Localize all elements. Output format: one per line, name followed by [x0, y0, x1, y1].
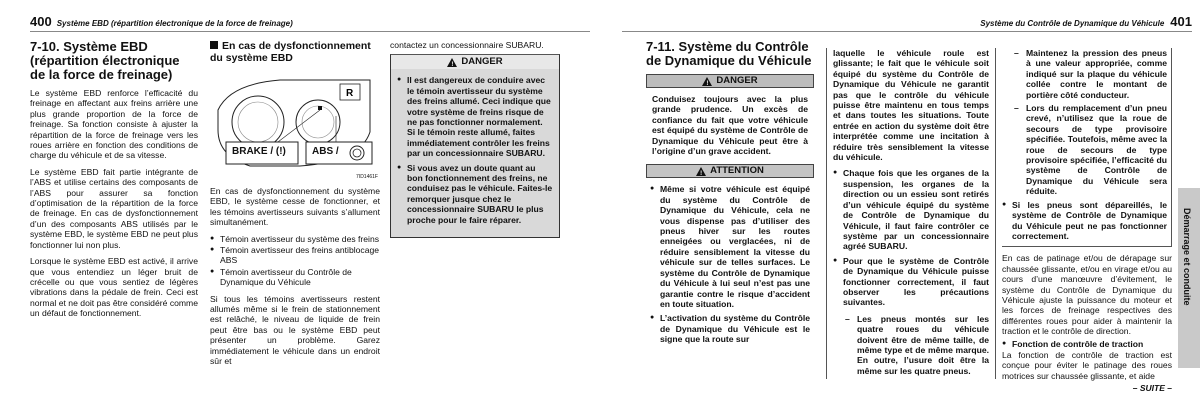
danger-box-ebd [390, 54, 560, 238]
col3-list [1002, 200, 1167, 242]
right-page-number: 401 [1170, 14, 1192, 29]
figure-code: 7ID1461F [356, 173, 378, 180]
list-item: ● Même si votre véhicule est équipé du système du Contrôle de Dynamique du Véhicule, cela ne vous dispense pas d’utiliser des pneus hiver sur les routes enneigées ou verglacées, ni de réduire sensiblement la vitesse du véhicule sur de telles surfaces. Le système du Contrôle de Dynamique du Véhicule à lui seul n’est pas une garantie contre le risque d’accident en toute situation. [650, 184, 810, 309]
ebd-paragraph-3: Lorsque le système EBD est activé, il arrive que vous entendiez un léger bruit de crécelle ou que vous sentiez de légères vibrations dans la pédale de frein. Ceci est normal et ne doit pas être considéré comme un défaut de fonctionnement. [30, 256, 198, 319]
suite-label: – SUITE – [1132, 383, 1172, 394]
left-running-title: Système EBD (répartition électronique de la force de freinage) [56, 19, 293, 28]
list-item: ● Témoin avertisseur du système des freins [210, 234, 380, 244]
attention-header: ! ATTENTION [646, 164, 814, 178]
attention-list [646, 184, 814, 344]
right-header [980, 14, 1192, 29]
left-col-2 [210, 40, 380, 373]
col2-list [833, 168, 989, 307]
section-title-vdc: 7-11. Système du Contrôle de Dynamique du Véhicule [646, 39, 812, 68]
malfunction-heading: En cas de dysfonctionnement du système EBD [210, 40, 371, 64]
warning-triangle-icon: ! [696, 167, 706, 176]
left-header [30, 14, 293, 29]
col2-continuation: laquelle le véhicule roule est glissante; le fait que le véhicule soit équipé du système du Contrôle de Dynamique du Véhicule ne garantit pas que le contrôle du véhicule puisse être maintenu en tous temps et dans toutes les situations. Toute entrée en action du système doit être interprétée comme une incitation à réduire très sensiblement la vitesse du véhicule. [833, 48, 989, 163]
vdc-paragraph: En cas de patinage et/ou de dérapage sur chaussée glissante, et/ou en virage et/ou au cours d’une manœuvre d’évitement, le système du Contrôle de Dynamique du Véhicule ajuste la puissance du moteur et les forces de freinage respectives des différentes roues pour aider à maintenir la traction et le contrôle de direction. [1002, 253, 1172, 337]
section-title-ebd: 7-10. Système EBD (répartition électronique de la force de freinage) [30, 39, 180, 82]
left-col-1 [30, 40, 198, 325]
traction-heading: ● Fonction de contrôle de traction [1002, 339, 1172, 349]
list-item: ● Si vous avez un doute quant au bon fonctionnement des freins, ne conduisez pas le véhicule. Faites-le remorquer jusque chez le concessionnaire SUBARU le plus proche pour le faire réparer. [397, 163, 553, 225]
traction-text: La fonction de contrôle de traction est conçue pour éviter le patinage des roues motrices sur chaussée glissante, et aide [1002, 349, 1172, 381]
malfunction-text-2: Si tous les témoins avertisseurs restent allumés même si le frein de stationnement est relâché, le niveau de liquide de frein peut être bas ou le système EBD peut présenter un problème. Garez immédiatement le véhicule dans un endroit sûr et [210, 293, 380, 367]
list-item: ● Il est dangereux de conduire avec le témoin avertisseur du système des freins allumé. Ceci indique que votre système de freins risque de ne pas fonctionner normalement. Si le témoin reste allumé, faites immédiatement contrôler les freins par un concessionnaire SUBARU. [397, 75, 553, 158]
left-page-number: 400 [30, 14, 52, 29]
instrument-cluster-graphic [210, 70, 380, 180]
right-col-3 [1002, 48, 1172, 394]
list-item: – Lors du remplacement d’un pneu crevé, n’utilisez que la roue de secours de type provisoire spécifiée. Toutefois, même avec la roue de secours de type provisoire spécifiée, l’efficacité du système de Contrôle de Dynamique du Véhicule sera réduite. [1014, 103, 1167, 197]
right-col-1 [646, 40, 814, 351]
left-header-rule [30, 31, 590, 32]
ebd-paragraph-1: Le système EBD renforce l’efficacité du freinage en affectant aux freins arrière une plus grande proportion de la force de freinage. Sa fonction consiste à ajuster la répartition de la force de freinage vers les roues arrière en fonction des conditions de charge du véhicule et de sa vitesse. [30, 88, 198, 161]
list-item: – Les pneus montés sur les quatre roues du véhicule doivent être de même taille, de même type et de même marque. En outre, l’usure doit être la même sur les quatre pneus. [845, 314, 989, 376]
left-col-3 [390, 40, 560, 238]
list-item: ● Pour que le système de Contrôle de Dynamique du Véhicule puisse fonctionner correctement, il faut observer les précautions suivantes. [833, 256, 989, 308]
list-item: ● L’activation du système du Contrôle de Dynamique du Véhicule est le signe que la route sur [650, 313, 810, 344]
brake-warning-label: BRAKE / (!) [232, 146, 286, 157]
chapter-side-tab [1178, 188, 1200, 368]
dashboard-illustration [210, 70, 380, 180]
right-page [600, 0, 1200, 402]
malfunction-text: En cas de dysfonctionnement du système EBD, le système cesse de fonctionner, et les témoins avertisseurs suivants s’allument simultanément. [210, 186, 380, 228]
col3-dash-list [1014, 48, 1167, 197]
danger-header-vdc: ! DANGER [646, 74, 814, 88]
right-header-rule [622, 31, 1192, 32]
danger-list [397, 75, 553, 225]
list-item: ● Si les pneus sont dépareillés, le système de Contrôle de Dynamique du Véhicule peut ne pas fonctionner correctement. [1002, 200, 1167, 242]
col3-warning-continuation [1002, 48, 1172, 247]
warning-triangle-icon: ! [447, 58, 457, 67]
list-item: ● Témoin avertisseur des freins antiblocage ABS [210, 245, 380, 266]
svg-text:R: R [346, 88, 354, 99]
danger-text-vdc: Conduisez toujours avec la plus grande prudence. Un excès de confiance du fait que votre véhicule est équipé du système de Contrôle de Dynamique du Véhicule peut être à l’origine d’un grave accident. [652, 94, 808, 157]
right-running-title: Système du Contrôle de Dynamique du Véhicule [980, 19, 1165, 28]
traction-heading-list [1002, 339, 1172, 349]
warning-triangle-icon: ! [702, 77, 712, 86]
list-item: – Maintenez la pression des pneus à une valeur appropriée, comme indiqué sur la plaque du véhicule collée contre le montant de portière côté conducteur. [1014, 48, 1167, 100]
danger-header: ! DANGER [391, 55, 559, 69]
ebd-paragraph-2: Le système EBD fait partie intégrante de l’ABS et utilise certains des composants de l’ABS pour assurer sa fonction d’optimisation de la répartition de la force de freinage. En cas de dysfonctionnement d’un des composants ABS utilisés par le système EBD, le système EBD ne peut plus fonctionner lui non plus. [30, 166, 198, 250]
warning-lights-list [210, 234, 380, 288]
continuation-text: contactez un concessionnaire SUBARU. [390, 40, 544, 50]
list-item: ● Chaque fois que les organes de la suspension, les organes de la direction ou un essieu sont retirés d’un véhicule équipé du système de Contrôle de Dynamique du Véhicule, il faut faire contrôler ce système par un concessionnaire agréé SUBARU. [833, 168, 989, 251]
chapter-tab-label: Démarrage et conduite [1182, 208, 1192, 306]
col2-dash-list [845, 314, 989, 376]
right-col-2 [826, 48, 996, 379]
list-item: ● Témoin avertisseur du Contrôle de Dynamique du Véhicule [210, 267, 380, 288]
abs-warning-label: ABS / [312, 146, 339, 157]
